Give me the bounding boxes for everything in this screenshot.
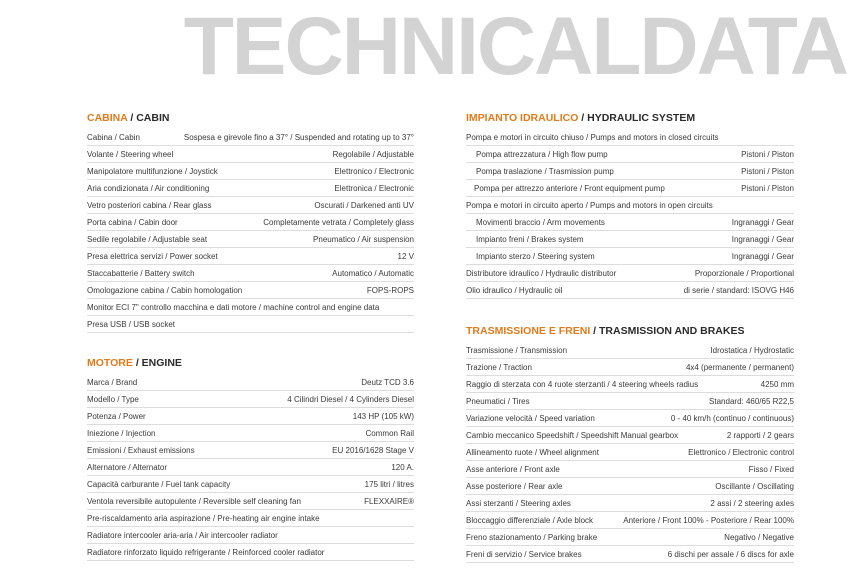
spec-value: Proporzionale / Proportional [694, 268, 794, 278]
spec-row [87, 282, 414, 299]
spec-row [466, 231, 794, 248]
spec-row [466, 495, 794, 512]
spec-label: Ventola reversibile autopulente / Reversible self cleaning fan [87, 496, 301, 506]
spec-label: Freni di servizio / Service brakes [466, 549, 582, 559]
spec-row [87, 299, 414, 316]
spec-table-transmission [466, 342, 794, 563]
spec-row [87, 391, 414, 408]
spec-label: Presa elettrica servizi / Power socket [87, 251, 218, 261]
spec-table-engine [87, 374, 414, 561]
spec-row [87, 408, 414, 425]
spec-label: Radiatore intercooler aria-aria / Air intercooler radiator [87, 530, 278, 540]
spec-value: FOPS-ROPS [366, 285, 414, 295]
spec-label: Capacità carburante / Fuel tank capacity [87, 479, 231, 489]
spec-row [87, 197, 414, 214]
spec-row [466, 197, 794, 214]
spec-value: 12 V [397, 251, 414, 261]
spec-label: Pompa e motori in circuito aperto / Pumps and motors in open circuits [466, 200, 713, 210]
spec-table-hydraulic [466, 129, 794, 299]
spec-label: Sedile regolabile / Adjustable seat [87, 234, 208, 244]
spec-label: Iniezione / Injection [87, 428, 156, 438]
spec-label: Emissioni / Exhaust emissions [87, 445, 195, 455]
spec-row [466, 180, 794, 197]
spec-row [466, 376, 794, 393]
spec-value: Ingranaggi / Gear [731, 234, 794, 244]
spec-value: Automatico / Automatic [332, 268, 414, 278]
spec-row [466, 461, 794, 478]
spec-value: 2 assi / 2 steering axles [710, 498, 794, 508]
spec-label: Impianto freni / Brakes system [476, 234, 584, 244]
spec-label: Asse posteriore / Rear axle [466, 481, 563, 491]
section-title-engine [87, 357, 414, 369]
section-title-en: / HYDRAULIC SYSTEM [578, 112, 696, 124]
spec-value: 0 - 40 km/h (continuo / continuous) [670, 413, 794, 423]
spec-row [87, 129, 414, 146]
spec-row [466, 444, 794, 461]
spec-row [87, 231, 414, 248]
spec-value: Completamente vetrata / Completely glass [263, 217, 414, 227]
spec-value: Ingranaggi / Gear [731, 217, 794, 227]
section-title-en: / TRASMISSION AND BRAKES [590, 325, 745, 337]
spec-label: Staccabatterie / Battery switch [87, 268, 195, 278]
spec-value: FLEXXAIRE® [364, 496, 414, 506]
spec-row [87, 248, 414, 265]
spec-value: Negativo / Negative [724, 532, 794, 542]
spec-label: Raggio di sterzata con 4 ruote sterzanti / 4 steering wheels radius [466, 379, 699, 389]
spec-row [466, 546, 794, 563]
spec-row [87, 163, 414, 180]
spec-value: 120 A. [391, 462, 414, 472]
spec-value: Anteriore / Front 100% - Posteriore / Rear 100% [623, 515, 794, 525]
spec-row [466, 342, 794, 359]
spec-row [466, 163, 794, 180]
spec-value: di serie / standard: ISOVG H46 [683, 285, 794, 295]
spec-label: Alternatore / Alternator [87, 462, 168, 472]
spec-label: Cabina / Cabin [87, 132, 140, 142]
spec-label: Asse anteriore / Front axle [466, 464, 560, 474]
spec-row [87, 425, 414, 442]
page-title: TECHNICALDATA [183, 1, 847, 92]
spec-label: Pompa attrezzatura / High flow pump [476, 149, 608, 159]
spec-label: Presa USB / USB socket [87, 319, 176, 329]
spec-row [466, 248, 794, 265]
spec-label: Movimenti braccio / Arm movements [476, 217, 605, 227]
spec-label: Aria condizionata / Air conditioning [87, 183, 210, 193]
section-title-it: MOTORE [87, 357, 133, 369]
spec-label: Allineamento ruote / Wheel alignment [466, 447, 599, 457]
spec-row [87, 214, 414, 231]
spec-value: Pneumatico / Air suspension [313, 234, 414, 244]
spec-label: Freno stazionamento / Parking brake [466, 532, 598, 542]
spec-row [87, 544, 414, 561]
section-cabin [87, 112, 414, 333]
spec-value: Pistoni / Piston [741, 149, 794, 159]
spec-label: Porta cabina / Cabin door [87, 217, 178, 227]
spec-label: Pre-riscaldamento aria aspirazione / Pre-heating air engine intake [87, 513, 320, 523]
section-title-it: IMPIANTO IDRAULICO [466, 112, 579, 124]
spec-row [466, 359, 794, 376]
spec-row [87, 442, 414, 459]
spec-row [87, 316, 414, 333]
spec-label: Volante / Steering wheel [87, 149, 174, 159]
spec-value: Oscillante / Oscillating [715, 481, 794, 491]
spec-row [87, 459, 414, 476]
spec-row [466, 393, 794, 410]
spec-value: Pistoni / Piston [741, 166, 794, 176]
section-hydraulic [466, 112, 794, 299]
spec-row [87, 146, 414, 163]
spec-value: 6 dischi per assale / 6 discs for axle [667, 549, 794, 559]
spec-label: Marca / Brand [87, 377, 138, 387]
section-title-it: CABINA [87, 112, 128, 124]
spec-label: Potenza / Power [87, 411, 146, 421]
spec-value: Regolabile / Adjustable [332, 149, 414, 159]
spec-label: Manipolatore multifunzione / Joystick [87, 166, 218, 176]
spec-label: Variazione velocità / Speed variation [466, 413, 595, 423]
spec-value: Fisso / Fixed [748, 464, 794, 474]
spec-value: Elettronico / Electronic [334, 166, 414, 176]
spec-row [466, 265, 794, 282]
spec-value: 143 HP (105 kW) [352, 411, 414, 421]
spec-row [466, 529, 794, 546]
spec-row [466, 129, 794, 146]
spec-label: Pompa traslazione / Trasmission pump [476, 166, 614, 176]
spec-label: Radiatore rinforzato liquido refrigerante / Reinforced cooler radiator [87, 547, 325, 557]
spec-row [87, 374, 414, 391]
spec-value: Standard: 460/65 R22,5 [709, 396, 794, 406]
spec-label: Monitor ECI 7" controllo macchina e dati motore / machine control and engine data [87, 302, 380, 312]
spec-row [87, 265, 414, 282]
spec-label: Olio idraulico / Hydraulic oil [466, 285, 563, 295]
spec-label: Cambio meccanico Speedshift / Speedshift Manual gearbox [466, 430, 679, 440]
section-title-en: / ENGINE [132, 357, 182, 369]
spec-label: Pompa e motori in circuito chiuso / Pumps and motors in closed circuits [466, 132, 719, 142]
spec-value: 4 Cilindri Diesel / 4 Cylinders Diesel [287, 394, 414, 404]
spec-row [466, 427, 794, 444]
spec-row [87, 527, 414, 544]
spec-value: Deutz TCD 3.6 [361, 377, 414, 387]
spec-row [466, 410, 794, 427]
spec-row [87, 180, 414, 197]
spec-table-cabin [87, 129, 414, 333]
section-title-en: / CABIN [127, 112, 170, 124]
spec-row [87, 510, 414, 527]
spec-label: Trazione / Traction [466, 362, 532, 372]
spec-value: Elettronica / Electronic [334, 183, 414, 193]
section-title-cabin [87, 112, 414, 124]
section-title-transmission [466, 325, 794, 337]
spec-value: Idrostatica / Hydrostatic [710, 345, 794, 355]
spec-value: 4x4 (permanente / permanent) [685, 362, 794, 372]
spec-label: Assi sterzanti / Steering axles [466, 498, 571, 508]
spec-label: Impianto sterzo / Steering system [476, 251, 595, 261]
spec-label: Omologazione cabina / Cabin homologation [87, 285, 243, 295]
spec-value: EU 2016/1628 Stage V [332, 445, 414, 455]
spec-label: Distributore idraulico / Hydraulic distributor [466, 268, 617, 278]
spec-value: Ingranaggi / Gear [731, 251, 794, 261]
spec-label: Trasmissione / Transmission [466, 345, 568, 355]
spec-value: 175 litri / litres [364, 479, 414, 489]
spec-label: Modello / Type [87, 394, 139, 404]
spec-value: Sospesa e girevole fino a 37° / Suspended and rotating up to 37° [183, 132, 414, 142]
spec-label: Vetro posteriori cabina / Rear glass [87, 200, 212, 210]
spec-value: Common Rail [365, 428, 414, 438]
spec-row [466, 146, 794, 163]
spec-value: 4250 mm [760, 379, 794, 389]
spec-row [466, 282, 794, 299]
spec-row [87, 476, 414, 493]
section-engine [87, 357, 414, 561]
spec-row [466, 214, 794, 231]
spec-row [466, 512, 794, 529]
spec-value: Pistoni / Piston [741, 183, 794, 193]
spec-label: Pompa per attrezzo anteriore / Front equipment pump [474, 183, 665, 193]
spec-row [87, 493, 414, 510]
section-transmission [466, 325, 794, 563]
spec-label: Bloccaggio differenziale / Axle block [466, 515, 594, 525]
spec-value: Elettronico / Electronic control [688, 447, 794, 457]
spec-value: Oscurati / Darkened anti UV [314, 200, 414, 210]
spec-value: 2 rapporti / 2 gears [726, 430, 794, 440]
section-title-it: TRASMISSIONE E FRENI [466, 325, 591, 337]
spec-label: Pneumatici / Tires [466, 396, 530, 406]
spec-row [466, 478, 794, 495]
section-title-hydraulic [466, 112, 794, 124]
